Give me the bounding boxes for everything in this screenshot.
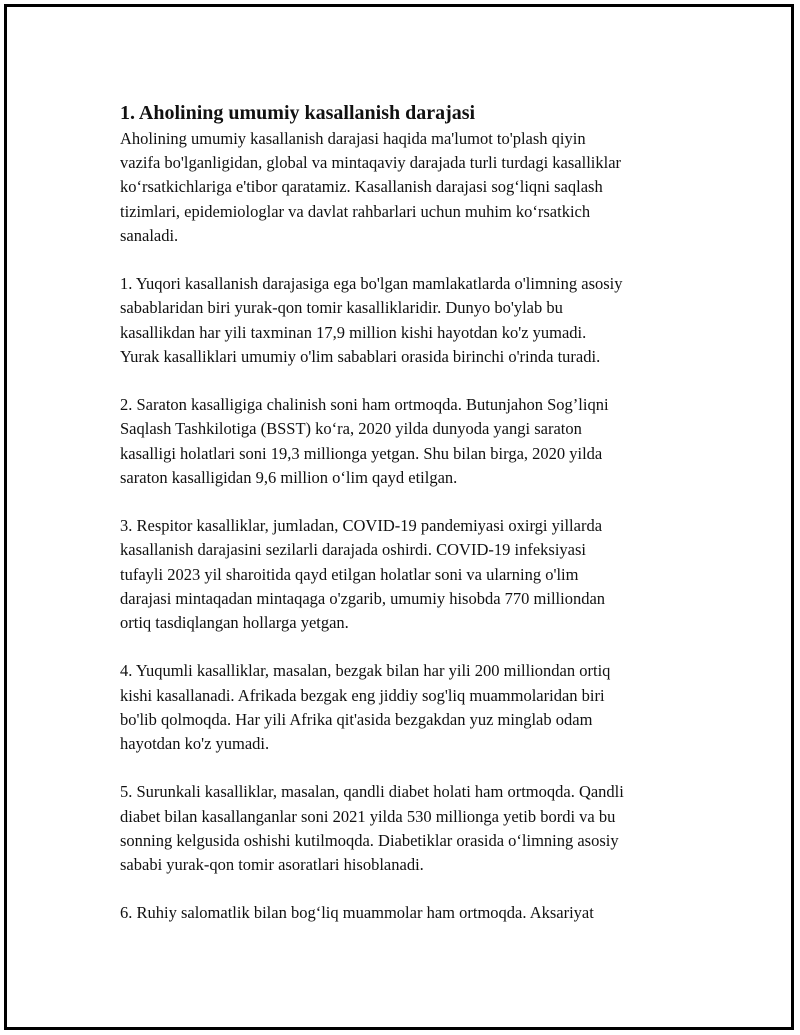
point-2-paragraph [120, 393, 700, 490]
paragraph-line: bo'lib qolmoqda. Har yili Afrika qit'asida bezgakdan yuz minglab odam [120, 709, 593, 729]
paragraph-line: kasalligi holatlari soni 19,3 millionga yetgan. Shu bilan birga, 2020 yilda [120, 443, 603, 463]
point-1-paragraph [120, 272, 700, 369]
paragraph-line: ko‘rsatkichlariga e'tibor qaratamiz. Kasallanish darajasi sog‘liqni saqlash [120, 177, 603, 197]
paragraph-gap [120, 877, 700, 901]
paragraph-gap [120, 756, 700, 780]
paragraph-line: kishi kasallanadi. Afrikada bezgak eng jiddiy sog'liq muammolaridan biri [120, 685, 605, 705]
paragraph-line: sanaladi. [120, 225, 179, 245]
point-5-paragraph [120, 780, 700, 877]
paragraph-line: tizimlari, epidemiologlar va davlat rahbarlari uchun muhim ko‘rsatkich [120, 201, 591, 221]
paragraph-line: sababi yurak-qon tomir asoratlari hisoblanadi. [120, 855, 424, 875]
paragraph-line: 2. Saraton kasalligiga chalinish soni ham ortmoqda. Butunjahon Sog’liqni [120, 395, 609, 415]
paragraph-line: ortiq tasdiqlangan hollarga yetgan. [120, 613, 349, 633]
paragraph-gap [120, 635, 700, 659]
point-6-paragraph [120, 901, 700, 925]
paragraph-line: kasallanish darajasini sezilarli darajada oshirdi. COVID-19 infeksiyasi [120, 540, 586, 560]
paragraph-line: 4. Yuqumli kasalliklar, masalan, bezgak bilan har yili 200 milliondan ortiq [120, 661, 611, 681]
paragraph-line: sonning kelgusida oshishi kutilmoqda. Diabetiklar orasida o‘limning asosiy [120, 830, 619, 850]
paragraph-line: tufayli 2023 yil sharoitida qayd etilgan holatlar soni va ularning o'lim [120, 564, 579, 584]
paragraph-line: 6. Ruhiy salomatlik bilan bog‘liq muammolar ham ortmoqda. Aksariyat [120, 903, 594, 923]
paragraph-line: darajasi mintaqadan mintaqaga o'zgarib, umumiy hisobda 770 milliondan [120, 588, 606, 608]
point-4-paragraph [120, 659, 700, 756]
paragraph-line: 5. Surunkali kasalliklar, masalan, qandli diabet holati ham ortmoqda. Qandli [120, 782, 624, 802]
paragraph-line: kasallikdan har yili taxminan 17,9 million kishi hayotdan ko'z yumadi. [120, 322, 587, 342]
paragraph-line: Saqlash Tashkilotiga (BSST) ko‘ra, 2020 yilda dunyoda yangi saraton [120, 419, 582, 439]
page-frame [4, 4, 794, 1030]
paragraph-line: 1. Yuqori kasallanish darajasiga ega bo'lgan mamlakatlarda o'limning asosiy [120, 274, 623, 294]
paragraph-line: vazifa bo'lganligidan, global va mintaqaviy darajada turli turdagi kasalliklar [120, 153, 622, 173]
section-heading: 1. Aholining umumiy kasallanish darajasi [120, 102, 476, 124]
intro-paragraph [120, 127, 700, 248]
paragraph-gap [120, 248, 700, 272]
document-body [120, 99, 700, 926]
paragraph-line: saraton kasalligidan 9,6 million o‘lim qayd etilgan. [120, 467, 458, 487]
paragraph-line: Aholining umumiy kasallanish darajasi haqida ma'lumot to'plash qiyin [120, 129, 586, 148]
paragraph-line: Yurak kasalliklari umumiy o'lim sabablari orasida birinchi o'rinda turadi. [120, 346, 601, 366]
paragraph-gap [120, 490, 700, 514]
paragraph-line: hayotdan ko'z yumadi. [120, 734, 270, 754]
paragraph-line: 3. Respitor kasalliklar, jumladan, COVID-19 pandemiyasi oxirgi yillarda [120, 516, 603, 536]
paragraph-gap [120, 369, 700, 393]
point-3-paragraph [120, 514, 700, 635]
paragraph-line: diabet bilan kasallanganlar soni 2021 yilda 530 millionga yetib bordi va bu [120, 806, 616, 826]
paragraph-line: sabablaridan biri yurak-qon tomir kasalliklaridir. Dunyo bo'ylab bu [120, 298, 563, 318]
